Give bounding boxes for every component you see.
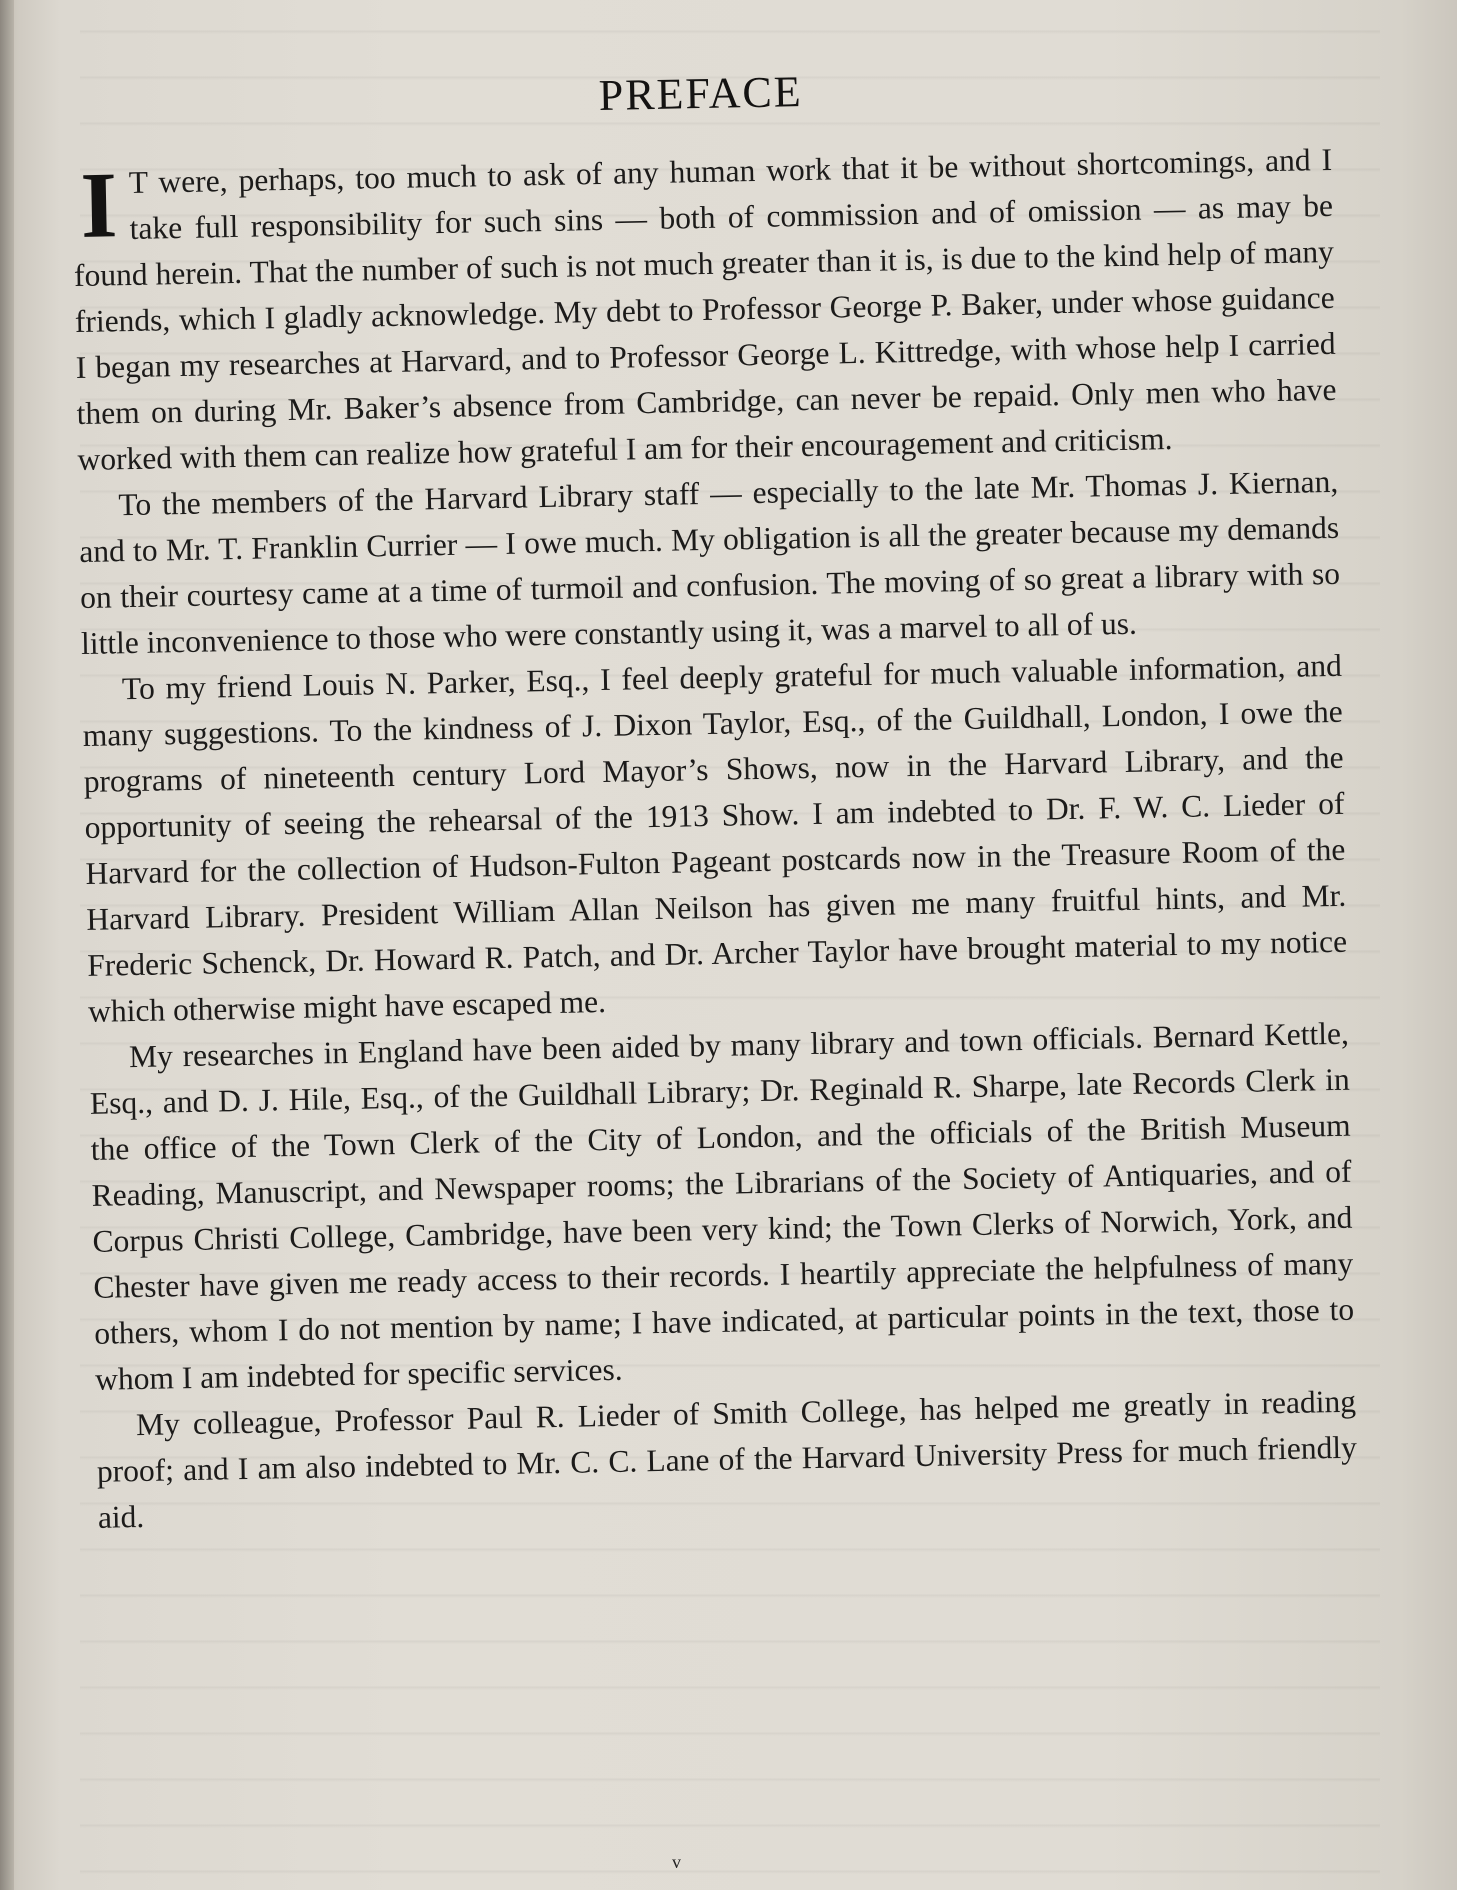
- paragraph-1: [72, 137, 1338, 483]
- page-title: PREFACE: [598, 67, 804, 120]
- preface-text-block: [70, 48, 1358, 1541]
- paragraph-3: To my friend Louis N. Parker, Esq., I feel deeply grateful for much valuable information, and many suggestions. To the kindness of J. Dixon Taylor, Esq., of the Guildhall, London, I owe the programs of nineteenth century Lord Mayor’s Shows, now in the Harvard Library, and the opportunity of seeing the rehearsal of the 1913 Show. I am indebted to Dr. F. W. C. Lieder of Harvard for the collection of Hudson-Fulton Pageant postcards now in the Treasure Room of the Harvard Library. President William Allan Neilson has given me many fruitful hints, and Mr. Frederic Schenck, Dr. Howard R. Patch, and Dr. Archer Taylor have brought material to my notice which otherwise might have escaped me.: [82, 647, 1348, 1029]
- paragraph-1-text: T were, perhaps, too much to ask of any human work that it be without shortcomings, and I take full responsibility for such sins — both of commission and of omission — as may be found herein. That the number of such is not much greater than it is, is due to the kind help of many friends, which I gladly acknowledge. My debt to Professor George P. Baker, under whose guidance I began my researches at Harvard, and to Professor George L. Kittredge, with whose help I carried them on during Mr. Baker’s absence from Cambridge, can never be repaid. Only men who have worked with them can realize how grateful I am for their encouragement and criticism.: [73, 141, 1337, 478]
- paragraph-4: My researches in England have been aided by many library and town officials. Bernard Kettle, Esq., and D. J. Hile, Esq., of the Guildhall Library; Dr. Reginald R. Sharpe, late Records Clerk in the office of the Town Clerk of the City of London, and the officials of the British Museum Reading, Manuscript, and Newspaper rooms; the Librarians of the Society of Antiquaries, and of Corpus Christi College, Cambridge, have been very kind; the Town Clerks of Norwich, York, and Chester have given me ready access to their records. I heartily appreciate the helpfulness of many others, whom I do not mention by name; I have indicated, at particular points in the text, those to whom I am indebted for specific services.: [89, 1015, 1355, 1397]
- book-gutter-shadow: [0, 0, 14, 1890]
- paragraph-2: To the members of the Harvard Library staff — especially to the late Mr. Thomas J. Kiernan, and to Mr. T. Franklin Currier — I owe much. My obligation is all the greater because my demands on their courtesy came at a time of turmoil and confusion. The moving of so great a library with so little inconvenience to those who were constantly using it, was a marvel to all of us.: [78, 463, 1341, 661]
- paragraph-5: My colleague, Professor Paul R. Lieder of Smith College, has helped me greatly in reading proof; and I am also indebted to Mr. C. C. Lane of the Harvard University Press for much friendly aid.: [96, 1383, 1358, 1535]
- drop-cap: I: [79, 153, 119, 258]
- page-number: v: [672, 1852, 681, 1872]
